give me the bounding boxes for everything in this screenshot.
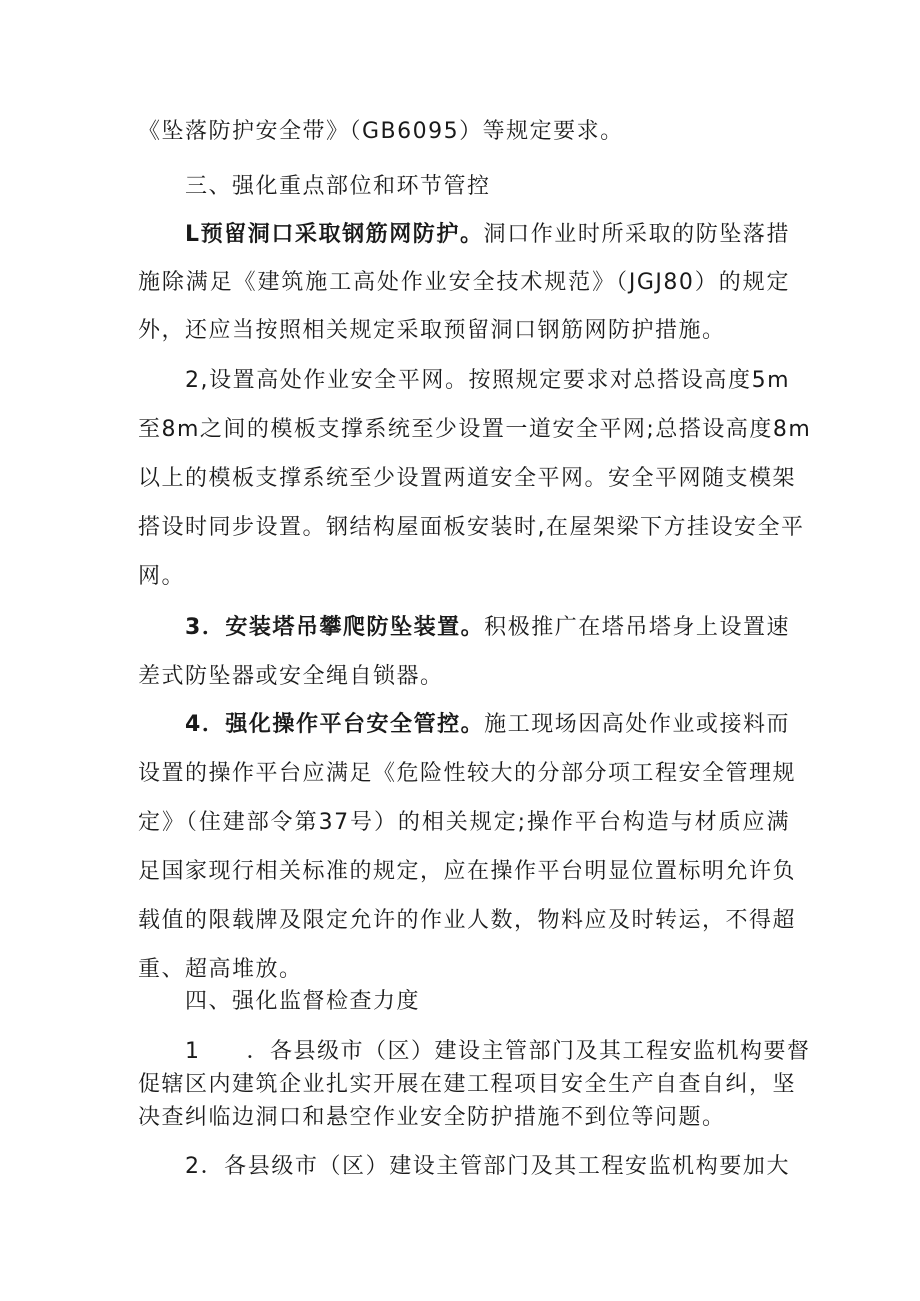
paragraph-line — [185, 1037, 811, 1067]
paragraph-line: 《坠落防护安全带》（GB6095）等规定要求。 — [138, 119, 624, 144]
paragraph-line: 搭设时同步设置。钢结构屋面板安装时,在屋架梁下方挂设安全平 — [138, 515, 805, 540]
item-text: ．各县级市（区）建设主管部门及其工程安监机构要督 — [246, 1039, 811, 1064]
paragraph-line: 设置的操作平台应满足《危险性较大的分部分项工程安全管理规 — [138, 761, 797, 786]
paragraph-line: 网。 — [138, 564, 186, 589]
paragraph-line — [185, 220, 790, 250]
paragraph-line: 载值的限载牌及限定允许的作业人数，物料应及时转运，不得超 — [138, 908, 797, 933]
item-text: 施工现场因高处作业或接料而 — [484, 712, 790, 737]
paragraph-line: 以上的模板支撑系统至少设置两道安全平网。安全平网随支模架 — [138, 466, 797, 491]
item-text: 洞口作业时所采取的防坠落措 — [483, 222, 790, 247]
paragraph-line: 重、超高堆放。 — [138, 957, 303, 982]
item-title: 4．强化操作平台安全管控。 — [185, 712, 485, 737]
paragraph-line: 差式防坠器或安全绳自锁器。 — [138, 664, 444, 689]
paragraph-line: 2,设置高处作业安全平网。按照规定要求对总搭设高度5m — [185, 368, 790, 393]
paragraph-line: 足国家现行相关标准的规定，应在操作平台明显位置标明允许负 — [138, 859, 797, 884]
paragraph-line: 施除满足《建筑施工高处作业安全技术规范》（JGJ80）的规定 — [138, 270, 790, 295]
item-title: 3．安装塔吊攀爬防坠装置。 — [185, 615, 485, 640]
paragraph-line: 促辖区内建筑企业扎实开展在建工程项目安全生产自查自纠，坚 — [138, 1072, 797, 1097]
item-title: L预留洞口采取钢筋网防护。 — [185, 222, 484, 247]
paragraph-line: 决查纠临边洞口和悬空作业安全防护措施不到位等问题。 — [138, 1105, 726, 1130]
paragraph-line — [185, 710, 790, 740]
item-text: 积极推广在塔吊塔身上设置速 — [484, 615, 790, 640]
paragraph-line: 2．各县级市（区）建设主管部门及其工程安监机构要加大 — [185, 1154, 790, 1179]
item-number: 1 — [185, 1039, 201, 1064]
paragraph-line — [185, 613, 790, 643]
section-heading-4: 四、强化监督检查力度 — [185, 989, 421, 1014]
section-heading-3: 三、强化重点部位和环节管控 — [185, 174, 491, 199]
paragraph-line: 外，还应当按照相关规定采取预留洞口钢筋网防护措施。 — [138, 318, 726, 343]
paragraph-line: 至8m之间的模板支撑系统至少设置一道安全平网;总搭设高度8m — [138, 417, 812, 442]
paragraph-line: 定》（住建部令第37号）的相关规定;操作平台构造与材质应满 — [138, 810, 790, 835]
